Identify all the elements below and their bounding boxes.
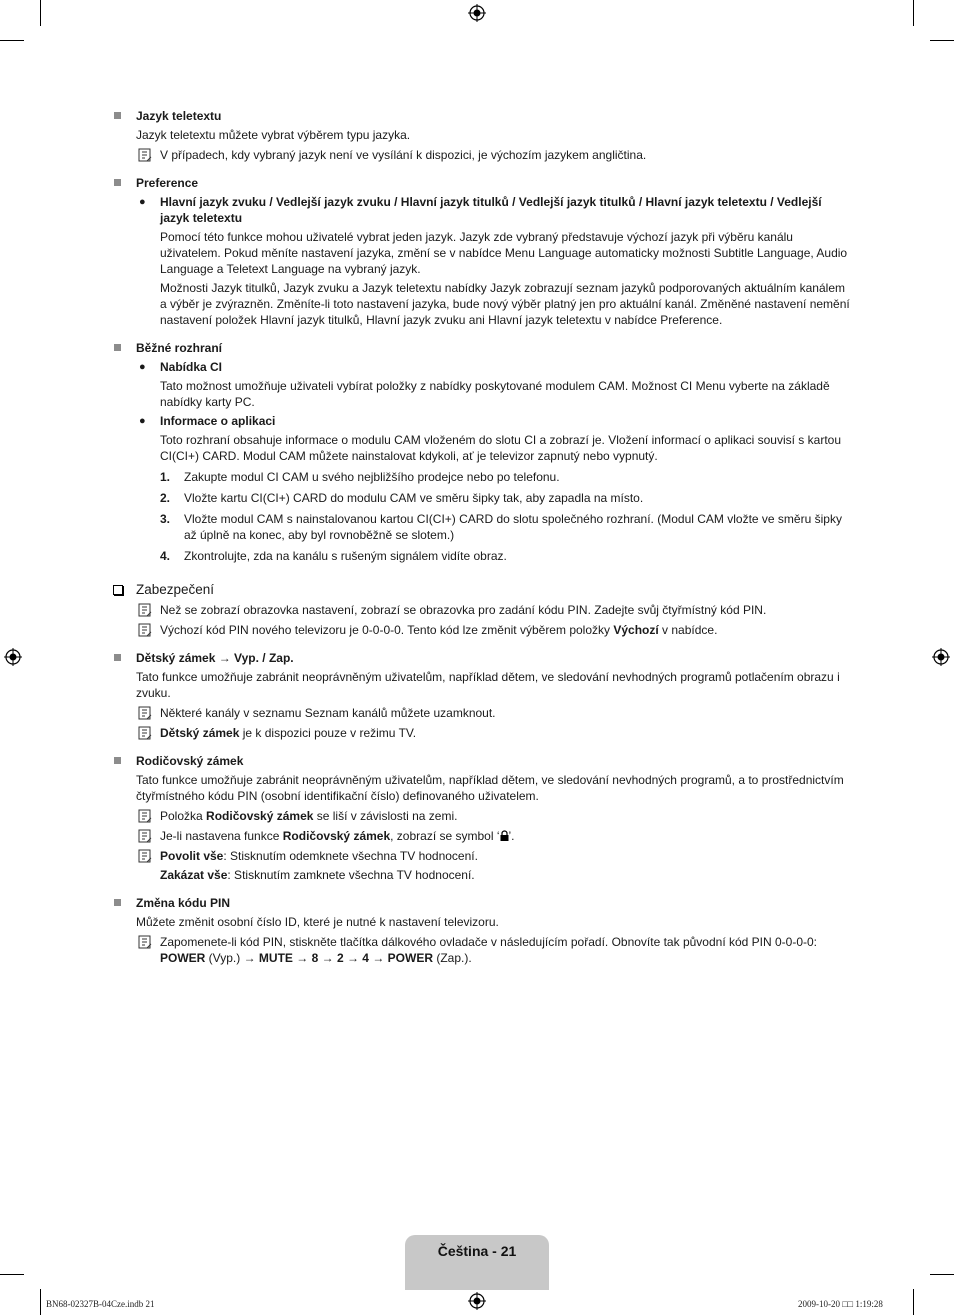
section-parental-lock (112, 753, 852, 883)
paragraph: Tato možnost umožňuje uživateli vybírat položky z nabídky poskytované modulem CAM. Možnost CI Menu vyberte na základě nabídky karty PC. (160, 379, 830, 409)
section-preference (112, 175, 852, 328)
bullet-dot-icon: ● (139, 361, 146, 373)
pin-sequence (160, 950, 852, 966)
note (136, 622, 852, 638)
crop-mark (40, 1289, 41, 1315)
note-bold: Výchozí (613, 623, 659, 637)
note (136, 602, 852, 618)
note (136, 828, 852, 844)
note-text: Položka (160, 809, 207, 823)
note-text: : Stisknutím zamknete všechna TV hodnocení. (227, 868, 475, 882)
note-text: V případech, kdy vybraný jazyk není ve vysílání k dispozici, je výchozím jazykem angličtina. (160, 148, 647, 162)
section-child-lock (112, 650, 852, 741)
step-number: 4. (160, 549, 171, 563)
square-bullet-icon (114, 344, 121, 351)
key-mute: MUTE (258, 951, 293, 965)
section-title: Rodičovský zámek (136, 754, 244, 768)
square-bullet-icon (114, 899, 121, 906)
registration-mark-icon (932, 648, 950, 666)
numbered-step (136, 490, 852, 506)
crop-mark (913, 1289, 914, 1315)
note-bold: Zakázat vše (160, 868, 228, 882)
paragraph: Jazyk teletextu můžete vybrat výběrem typu jazyka. (136, 128, 411, 142)
note-text: Některé kanály v seznamu Seznam kanálů můžete uzamknout. (160, 706, 496, 720)
crop-mark (40, 0, 41, 26)
note-text: ’. (508, 829, 515, 843)
section-title: Dětský zámek → Vyp. / Zap. (136, 651, 294, 665)
note (136, 147, 852, 163)
step-number: 1. (160, 470, 171, 484)
note-icon (138, 726, 152, 740)
step-number: 2. (160, 491, 171, 505)
note-text: Zapomenete-li kód PIN, stiskněte tlačítka dálkového ovladače v následujícím pořadí. Obnovíte tak původní kód PIN 0-0-0-0: (160, 935, 818, 949)
square-bullet-icon (114, 757, 121, 764)
section-change-pin (112, 895, 852, 966)
bullet-title: Hlavní jazyk zvuku / Vedlejší jazyk zvuku / Hlavní jazyk titulků / Vedlejší jazyk titulků / Hlavní jazyk teletextu / Vedlejší jazyk teletextu (160, 195, 822, 225)
page-number: Čeština - 21 (437, 1243, 517, 1259)
section-title: Jazyk teletextu (136, 109, 222, 123)
key-power: POWER (387, 951, 433, 965)
note-icon (138, 148, 152, 162)
note-line (160, 867, 852, 883)
section-common-interface (112, 340, 852, 564)
note-icon (138, 829, 152, 843)
note-text: Výchozí kód PIN nového televizoru je 0-0-0-0. Tento kód lze změnit výběrem položky (160, 623, 614, 637)
footer-timestamp: 2009-10-20 □□ 1:19:28 (798, 1299, 883, 1309)
note-icon (138, 935, 152, 949)
note-text: je k dispozici pouze v režimu TV. (239, 726, 417, 740)
note-text: , zobrazí se symbol ‘ (390, 829, 500, 843)
note-bold: Rodičovský zámek (206, 809, 314, 823)
note-text: Než se zobrazí obrazovka nastavení, zobrazí se obrazovka pro zadání kódu PIN. Zadejte svůj čtyřmístný kód PIN. (160, 603, 767, 617)
section-title: Preference (136, 176, 199, 190)
crop-mark (913, 0, 914, 26)
square-bullet-icon (114, 654, 121, 661)
bullet-item (136, 359, 852, 410)
page-number-tab (405, 1235, 549, 1290)
footer-file: BN68-02327B-04Cze.indb 21 (46, 1299, 155, 1309)
lock-icon (500, 830, 509, 841)
step-text: Vložte kartu CI(CI+) CARD do modulu CAM ve směru šipky tak, aby zapadla na místo. (184, 491, 644, 505)
bullet-item (136, 413, 852, 464)
note-text: v nabídce. (658, 623, 718, 637)
step-number: 3. (160, 512, 171, 526)
note-bold: Povolit vše (160, 849, 224, 863)
registration-mark-icon (468, 4, 486, 22)
note-icon (138, 603, 152, 617)
numbered-step (136, 469, 852, 485)
key-8: 8 (311, 951, 319, 965)
section-title: Změna kódu PIN (136, 896, 231, 910)
note (136, 725, 852, 741)
paragraph: Tato funkce umožňuje zabránit neoprávněným uživatelům, například dětem, ve sledování nevhodných programů, a to prostřednictvím čtyřmístného kódu PIN (osobní identifikační číslo) definovaného uživatelem. (136, 773, 844, 803)
key-4: 4 (362, 951, 369, 965)
note (136, 808, 852, 824)
seq-arrow: → (343, 951, 363, 965)
note-bold: Dětský zámek (160, 726, 240, 740)
seq-arrow: → (368, 951, 388, 965)
crop-mark (0, 1274, 24, 1275)
note-icon (138, 706, 152, 720)
page-content (112, 108, 852, 966)
note-icon (138, 849, 152, 863)
checkbox-square-icon (113, 585, 123, 595)
section-security (112, 582, 852, 638)
paragraph: Tato funkce umožňuje zabránit neoprávněným uživatelům, například dětem, ve sledování nevhodných programů potlačením obrazu i zvuku. (136, 670, 840, 700)
bullet-title: Nabídka CI (160, 360, 223, 374)
bullet-title: Informace o aplikaci (160, 414, 276, 428)
note-text: : Stisknutím odemknete všechna TV hodnocení. (223, 849, 478, 863)
numbered-step (136, 511, 852, 543)
paragraph: Možnosti Jazyk titulků, Jazyk zvuku a Jazyk teletextu nabídky Jazyk zobrazují seznam jazyků podporovaných aktuálním kanálem a výběr je zvýrazněn. Změníte-li toto nastavení jazyka, bude nový výběr platný jen pro aktuální kanál. Změněné nastavení nemění nastavení položek Hlavní jazyk titulků, Hlavní jazyk zvuku ani Hlavní jazyk teletextu v nabídce Preference. (160, 281, 850, 327)
section-teletext-language (112, 108, 852, 163)
note-icon (138, 809, 152, 823)
key-power: POWER (160, 951, 206, 965)
crop-mark (930, 40, 954, 41)
seq-text: (Zap.). (433, 951, 472, 965)
square-bullet-icon (114, 112, 121, 119)
note (136, 705, 852, 721)
step-text: Vložte modul CAM s nainstalovanou kartou CI(CI+) CARD do slotu společného rozhraní. (Modul CAM vložte ve směru šipky až úplně na konec, aby byl rovnoběžně se slotem.) (184, 512, 842, 542)
seq-arrow: → (318, 951, 337, 965)
crop-mark (930, 1274, 954, 1275)
paragraph: Můžete změnit osobní číslo ID, které je nutné k nastavení televizoru. (136, 915, 499, 929)
paragraph: Pomocí této funkce mohou uživatelé vybrat jeden jazyk. Jazyk zde vybraný představuje výchozí jazyk při výběru kanálu uživatelem. Pokud měníte nastavení jazyka, změní se v nabídce Menu Language automaticky možnosti Subtitle Language, Audio Language a Teletext Language na vybraný jazyk. (160, 230, 848, 276)
note-bold: Rodičovský zámek (282, 829, 391, 843)
bullet-dot-icon: ● (139, 415, 146, 427)
registration-mark-icon (468, 1292, 486, 1310)
note-text: Je-li nastavena funkce (160, 829, 283, 843)
note-text: se liší v závislosti na zemi. (313, 809, 458, 823)
note (136, 934, 852, 966)
numbered-step (136, 548, 852, 564)
bullet-item (136, 194, 852, 328)
step-text: Zakupte modul CI CAM u svého nejbližšího prodejce nebo po telefonu. (184, 470, 560, 484)
bullet-dot-icon: ● (139, 196, 146, 208)
seq-text: (Vyp.) → (205, 951, 259, 965)
note-icon (138, 623, 152, 637)
registration-mark-icon (4, 648, 22, 666)
step-text: Zkontrolujte, zda na kanálu s rušeným signálem vidíte obraz. (184, 549, 507, 563)
section-title: Běžné rozhraní (136, 341, 223, 355)
seq-arrow: → (292, 951, 312, 965)
square-bullet-icon (114, 179, 121, 186)
key-2: 2 (336, 951, 344, 965)
note (136, 848, 852, 883)
major-title: Zabezpečení (136, 582, 215, 597)
crop-mark (0, 40, 24, 41)
paragraph: Toto rozhraní obsahuje informace o modulu CAM vloženém do slotu CI a zobrazí je. Vložení informací o aplikaci souvisí s kartou CI(CI+) CARD. Modul CAM můžete nainstalovat kdykoli, ať je televizor zapnutý nebo vypnutý. (160, 433, 841, 463)
